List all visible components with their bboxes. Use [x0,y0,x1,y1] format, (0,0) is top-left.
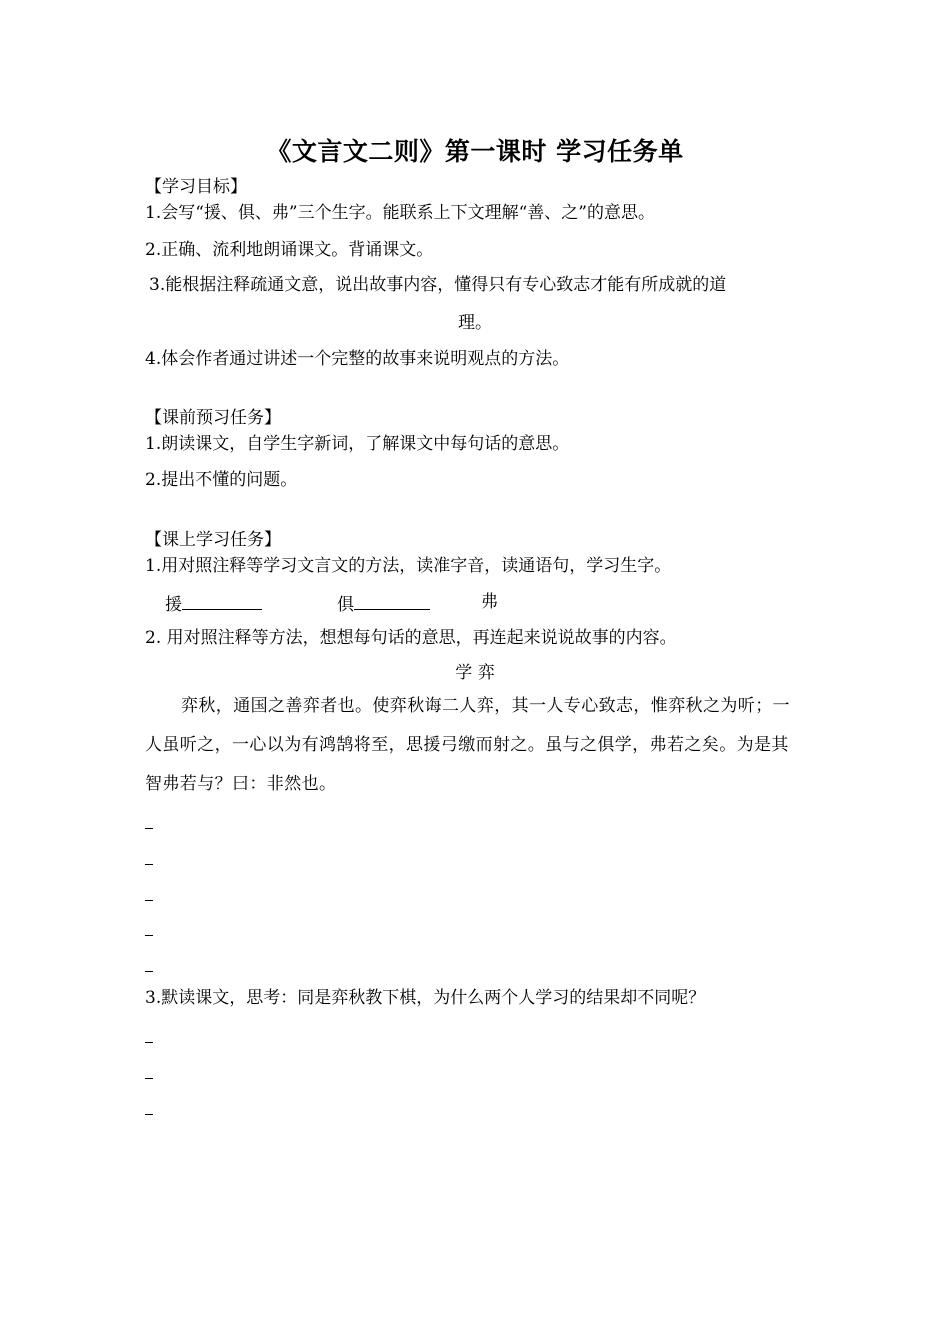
passage-text: 弈秋，通国之善弈者也。使弈秋诲二人弈，其一人专心致志，惟弈秋之为听；一人虽听之，一心以为有鸿鹄将至，思援弓缴而射之。虽与之俱学，弗若之矣。为是其智弗若与？曰：非然也。 [145,696,790,794]
inclass-task-1: 1.用对照注释等学习文言文的方法，读准字音，读通语句，学习生字。 [145,556,672,576]
inclass-task-2: 2. 用对照注释等方法，想想每句话的意思，再连起来说说故事的内容。 [145,628,677,648]
char-fu: 弗 [481,592,498,612]
inclass-header: 【课上学习任务】 [145,530,281,550]
goal-item-3: 3.能根据注释疏通文意，说出故事内容，懂得只有专心致志才能有所成就的道 [149,275,727,295]
answer-line[interactable] [145,828,153,829]
inclass-task-3: 3.默读课文，思考：同是弈秋教下棋，为什么两个人学习的结果却不同呢？ [145,988,706,1008]
preview-item-2: 2.提出不懂的问题。 [145,470,298,490]
goal-item-1: 1.会写“援、俱、弗”三个生字。能联系上下文理解“善、之”的意思。 [145,203,655,223]
goal-item-4: 4.体会作者通过讲述一个完整的故事来说明观点的方法。 [145,349,570,369]
char-yuan-blank[interactable] [182,591,262,610]
answer-line[interactable] [145,1078,153,1079]
char-ju: 俱 [337,595,354,615]
char-ju-blank[interactable] [354,591,430,610]
char-yuan: 援 [165,595,182,615]
char-practice-row [165,591,262,616]
answer-line[interactable] [145,1114,153,1115]
answer-line[interactable] [145,900,153,901]
preview-item-1: 1.朗读课文，自学生字新词，了解课文中每句话的意思。 [145,434,570,454]
goal-item-2: 2.正确、流利地朗诵课文。背诵课文。 [145,240,434,260]
answer-line[interactable] [145,1042,153,1043]
answer-line[interactable] [145,935,153,936]
page-title: 《文言文二则》第一课时 学习任务单 [266,137,684,166]
char-practice-row-2 [337,591,430,616]
passage-title: 学 弈 [455,663,495,683]
preview-header: 【课前预习任务】 [145,408,281,428]
goal-item-3-continued: 理。 [458,313,492,333]
goals-header: 【学习目标】 [145,177,247,197]
answer-line[interactable] [145,971,153,972]
answer-line[interactable] [145,864,153,865]
